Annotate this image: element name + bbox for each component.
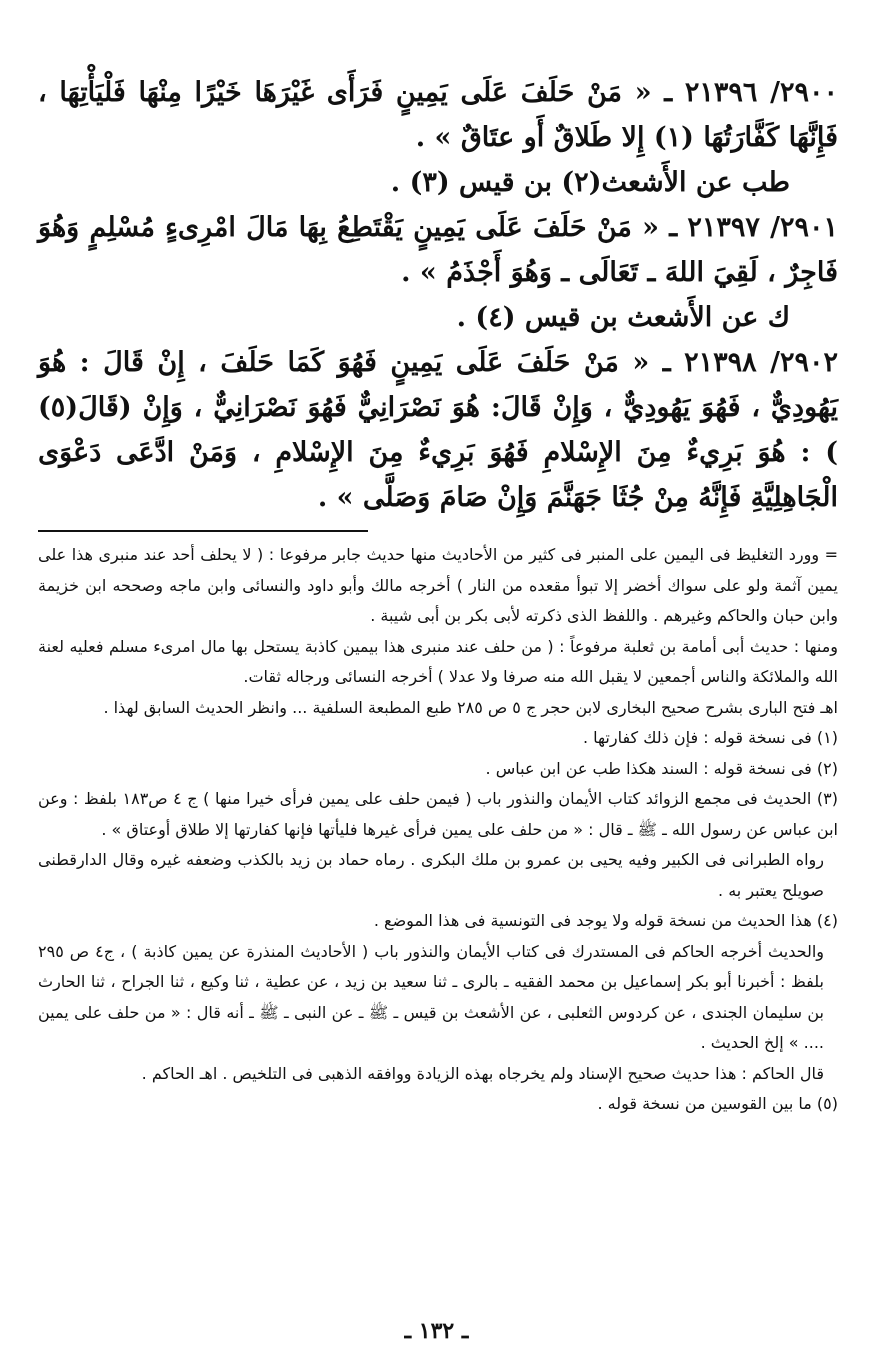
- footnotes: [38, 540, 838, 1120]
- page-content: [38, 70, 838, 1120]
- main-text: [38, 70, 838, 520]
- page-number: ـ ١٣٢ ـ: [404, 1318, 469, 1344]
- footnote-3-comment: رواه الطبرانى فى الكبير وفيه يحيى بن عمرو بن ملك البكرى . رماه حماد بن زيد بالكذب وضعفه غيره وقال الدارقطنى صويلح يعتبر به .: [38, 850, 824, 900]
- footnote-4: (٤) هذا الحديث من نسخة قوله ولا يوجد فى التونسية فى هذا الموضع .: [373, 911, 838, 930]
- source-2900: طب عن الأَشعث(٢) بن قيس (٣) .: [390, 167, 790, 198]
- footnote-4-source: والحديث أخرجه الحاكم فى المستدرك فى كتاب الأيمان والنذور باب ( الأحاديث المنذرة عن يمين كاذبة ) ، ج٤ ص ٢٩٥ بلفظ : أخبرنا أبو بكر إسماعيل بن محمد الفقيه ـ بالرى ـ ثنا سعيد بن زيد ، عن عطية ، ثنا وكيع ، ثنا الجراح ، ثنا الحارث بن سليمان الجندى ، عن كردوس الثعلبى ، عن الأشعث بن قيس ـ ﷺ ـ عن النبى ـ ﷺ ـ أنه قال : « من حلف على يمين .... » إلخ الحديث .: [38, 941, 824, 1052]
- hadith-2900: ٢٩٠٠/ ٢١٣٩٦ ـ « مَنْ حَلَفَ عَلَى يَمِينٍ فَرَأَى غَيْرَهَا خَيْرًا مِنْهَا فَلْيَأْتِهَا ، فَإِنَّهَا كَفَّارَتُهَا (١) إِلا طَلاقٌ أَو عتَاقٌ » .: [38, 77, 839, 153]
- footnote-continuation-a: = وورد التغليظ فى اليمين على المنبر فى كثير من الأحاديث منها حديث جابر مرفوعا : ( لا يحلف أحد عند منبرى هذا على يمين آثمة ولو على سواك أخضر إلا تبوأ مقعده من النار ) أخرجه مالك وأبو داود والنسائى وابن ماجه وصححه ابن خزيمة وابن حبان والحاكم وغيرهم . واللفظ الذى ذكرته لأبى بكر بن أبى شيبة .: [38, 545, 838, 625]
- footnote-continuation-c: اهـ فتح البارى بشرح صحيح البخارى لابن حجر ج ٥ ص ٢٨٥ طبع المطبعة السلفية ... وانظر الحديث السابق لهذا .: [103, 697, 838, 717]
- footnote-continuation-b: ومنها : حديث أبى أمامة بن ثعلبة مرفوعاً : ( من حلف عند منبرى هذا بيمين كاذبة يستحل بها مال امرىء مسلم فعليه لعنة الله والملائكة والناس أجمعين لا يقبل الله منه صرفا ولا عدلا ) أخرجه النسائى ورجاله ثقات.: [38, 636, 838, 686]
- hadith-2902: ٢٩٠٢/ ٢١٣٩٨ ـ « مَنْ حَلَفَ عَلَى يَمِينٍ فَهُوَ كَمَا حَلَفَ ، إِنْ قَالَ : هُوَ يَهُودِيٌّ ، فَهُوَ يَهُودِيٌّ ، وَإِنْ قَالَ: هُوَ نَصْرَانِيٌّ فَهُوَ نَصْرَانِيٌّ ، وَإِنْ (قَالَ(٥) ) : هُوَ بَرِيءٌ مِنَ الإِسْلامِ فَهُوَ بَرِيءٌ مِنَ الإِسْلامِ ، وَمَنْ ادَّعَى دَعْوَى الْجَاهِلِيَّةِ فَإِنَّهُ مِنْ جُثَا جَهَنَّمَ وَإِنْ صَامَ وَصَلَّى » .: [38, 347, 839, 513]
- hadith-2901: ٢٩٠١/ ٢١٣٩٧ ـ « مَنْ حَلَفَ عَلَى يَمِينٍ يَقْتَطِعُ بِهَا مَالَ امْرِىءٍ مُسْلِمٍ وَهُوَ فَاجِرٌ ، لَقِيَ اللهَ ـ تَعَالَى ـ وَهُوَ أَجْذَمُ » .: [38, 212, 838, 288]
- source-2901: ك عن الأَشعث بن قيس (٤) .: [456, 302, 790, 333]
- footnote-divider: [38, 530, 368, 532]
- footnote-4-comment: قال الحاكم : هذا حديث صحيح الإسناد ولم يخرجاه بهذه الزيادة ووافقه الذهبى فى التلخيص . اهـ الحاكم .: [141, 1063, 824, 1083]
- footnote-5: (٥) ما بين القوسين من نسخة قوله .: [597, 1094, 838, 1113]
- footnote-2: (٢) فى نسخة قوله : السند هكذا طب عن ابن عباس .: [485, 758, 838, 778]
- footnote-1: (١) فى نسخة قوله : فإن ذلك كفارتها .: [582, 728, 838, 747]
- footnote-3: (٣) الحديث فى مجمع الزوائد كتاب الأيمان والنذور باب ( فيمن حلف على يمين فرأى خيرا منها ) ج ٤ ص١٨٣ بلفظ : وعن ابن عباس عن رسول الله ـ ﷺ ـ قال : « من حلف على يمين فرأى غيرها فليأتها فإنها كفارتها إلا طلاق أوعتاق » .: [38, 789, 838, 839]
